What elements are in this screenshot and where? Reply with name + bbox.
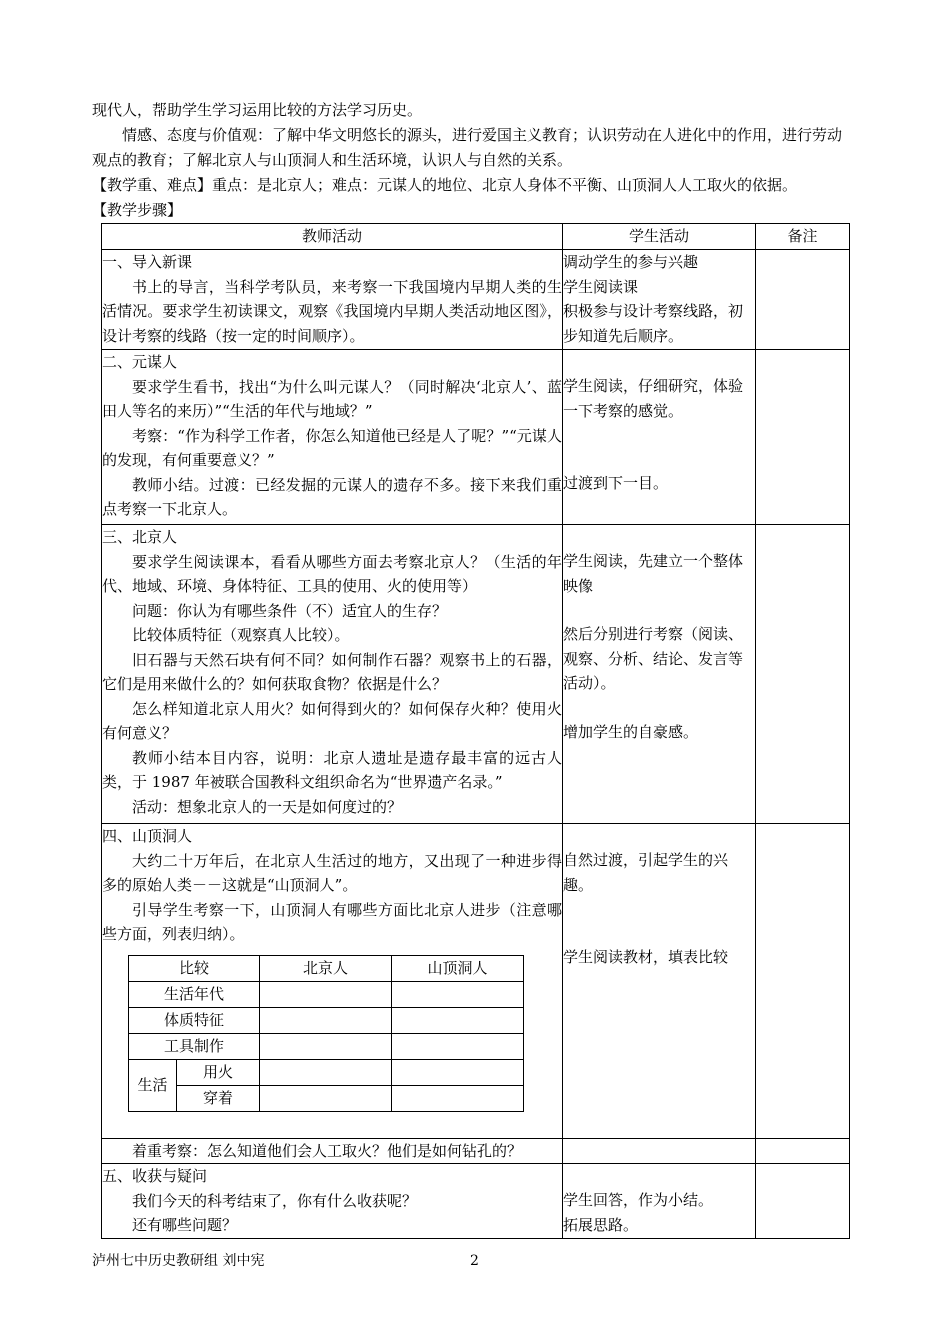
compare-header: 北京人 xyxy=(260,955,392,981)
teacher-cell xyxy=(102,350,563,525)
comparison-table xyxy=(128,955,524,1112)
section-title: 五、收获与疑问 xyxy=(102,1167,208,1185)
section-title: 一、导入新课 xyxy=(102,253,193,271)
intro-line-3: 观点的教育；了解北京人与山顶洞人和生活环境，认识人与自然的关系。 xyxy=(92,151,573,169)
table-header-row xyxy=(102,224,850,250)
compare-header: 山顶洞人 xyxy=(392,955,524,981)
table-row xyxy=(102,1138,850,1164)
paragraph: 还有哪些问题？ xyxy=(132,1216,238,1234)
student-cell xyxy=(563,824,756,1139)
student-text: 增加学生的自豪感。 xyxy=(563,722,699,741)
student-cell xyxy=(563,1138,756,1164)
intro-line-1: 现代人，帮助学生学习运用比较的方法学习历史。 xyxy=(92,101,423,119)
paragraph: 引导学生考察一下，山顶洞人有哪些方面比北京人进步（注意哪些方面，列表归纳）。 xyxy=(102,900,562,943)
intro-line-2: 情感、态度与价值观：了解中华文明悠长的源头，进行爱国主义教育；认识劳动在人进化中的作用，进行劳动 xyxy=(122,126,843,144)
compare-row-label: 体质特征 xyxy=(129,1007,260,1033)
notes-cell xyxy=(756,250,850,350)
table-row xyxy=(102,824,850,1139)
student-text: 学生阅读课 xyxy=(563,277,639,296)
table-row xyxy=(102,1164,850,1239)
paragraph: 大约二十万年后，在北京人生活过的地方，又出现了一种进步得多的原始人类－－这就是“山顶洞人”。 xyxy=(102,851,562,894)
paragraph: 教师小结本目内容，说明：北京人遗址是遗存最丰富的远古人类，于 1987 年被联合国教科文组织命名为“世界遗产名录。” xyxy=(102,748,562,791)
student-text: 学生回答，作为小结。 xyxy=(563,1191,714,1209)
notes-cell xyxy=(756,350,850,525)
footer-author: 泸州七中历史教研组 刘中宪 xyxy=(92,1253,265,1269)
student-text: 然后分别进行考察（阅读、观察、分析、结论、发言等活动）。 xyxy=(563,625,744,692)
paragraph: 考察：“作为科学工作者，你怎么知道他已经是人了呢？”“元谋人的发现，有何重要意义？” xyxy=(102,426,562,469)
compare-cell xyxy=(260,1085,392,1111)
paragraph: 我们今天的科考结束了，你有什么收获呢？ xyxy=(132,1191,418,1210)
compare-cell xyxy=(260,1033,392,1059)
key-points: 【教学重、难点】重点：是北京人；难点：元谋人的地位、北京人身体不平衡、山顶洞人人工取火的依据。 xyxy=(92,176,798,194)
compare-group-label: 生活 xyxy=(129,1059,177,1111)
teacher-cell xyxy=(102,824,563,1139)
paragraph: 旧石器与天然石块有何不同？如何制作石器？观察书上的石器，它们是用来做什么的？如何获取食物？依据是什么？ xyxy=(102,650,562,693)
paragraph: 活动：想象北京人的一天是如何度过的？ xyxy=(132,797,403,816)
compare-cell xyxy=(392,1007,524,1033)
student-text: 拓展思路。 xyxy=(563,1215,639,1234)
student-cell xyxy=(563,1164,756,1239)
paragraph: 怎么样知道北京人用火？如何得到火的？如何保存火种？使用火有何意义？ xyxy=(102,699,562,742)
lesson-table xyxy=(101,223,850,1239)
student-cell xyxy=(563,350,756,525)
compare-row-label: 生活年代 xyxy=(129,981,260,1007)
section-title: 二、元谋人 xyxy=(102,353,178,371)
compare-row-label: 穿着 xyxy=(177,1085,260,1111)
teacher-cell xyxy=(102,1138,563,1164)
paragraph: 要求学生阅读课本，看看从哪些方面去考察北京人？（生活的年代、地域、环境、身体特征、工具的使用、火的使用等） xyxy=(102,552,562,595)
student-text: 学生阅读，先建立一个整体映像 xyxy=(563,552,744,595)
header-notes: 备注 xyxy=(756,224,850,250)
student-text: 积极参与设计考察线路，初步知道先后顺序。 xyxy=(563,302,744,345)
compare-row-label: 用火 xyxy=(177,1059,260,1085)
teacher-cell xyxy=(102,1164,563,1239)
student-cell xyxy=(563,250,756,350)
notes-cell xyxy=(756,824,850,1139)
section-title: 四、山顶洞人 xyxy=(102,827,193,845)
paragraph: 着重考察：怎么知道他们会人工取火？他们是如何钻孔的？ xyxy=(132,1141,523,1160)
teacher-cell xyxy=(102,525,563,824)
student-cell xyxy=(563,525,756,824)
table-row xyxy=(102,350,850,525)
page-number: 2 xyxy=(470,1253,479,1269)
paragraph: 教师小结。过渡：已经发掘的元谋人的遗存不多。接下来我们重点考察一下北京人。 xyxy=(102,475,562,518)
compare-row-label: 工具制作 xyxy=(129,1033,260,1059)
compare-cell xyxy=(392,981,524,1007)
teacher-cell xyxy=(102,250,563,350)
student-text: 调动学生的参与兴趣 xyxy=(563,253,699,271)
student-text: 过渡到下一目。 xyxy=(563,474,669,492)
compare-cell xyxy=(392,1033,524,1059)
student-text: 学生阅读教材，填表比较 xyxy=(563,948,729,966)
paragraph: 比较体质特征（观察真人比较）。 xyxy=(132,626,350,644)
student-text: 学生阅读，仔细研究，体验一下考察的感觉。 xyxy=(563,377,744,420)
paragraph: 要求学生看书，找出“为什么叫元谋人？（同时解决‘北京人’、蓝田人等名的来历）”“生活的年代与地域？” xyxy=(102,377,562,420)
compare-cell xyxy=(260,1059,392,1085)
compare-header: 比较 xyxy=(129,955,260,981)
paragraph: 书上的导言，当科学考队员，来考察一下我国境内早期人类的生活情况。要求学生初读课文，观察《我国境内早期人类活动地区图》，设计考察的线路（按一定的时间顺序）。 xyxy=(102,277,562,345)
compare-cell xyxy=(392,1059,524,1085)
notes-cell xyxy=(756,1164,850,1239)
paragraph: 问题：你认为有哪些条件（不）适宜人的生存？ xyxy=(132,601,448,620)
steps-heading: 【教学步骤】 xyxy=(92,201,183,219)
header-student: 学生活动 xyxy=(563,224,756,250)
table-row xyxy=(102,250,850,350)
student-text: 自然过渡，引起学生的兴趣。 xyxy=(563,851,729,894)
compare-cell xyxy=(392,1085,524,1111)
header-teacher: 教师活动 xyxy=(102,224,563,250)
section-title: 三、北京人 xyxy=(102,528,178,546)
notes-cell xyxy=(756,1138,850,1164)
notes-cell xyxy=(756,525,850,824)
table-row xyxy=(102,525,850,824)
compare-cell xyxy=(260,981,392,1007)
compare-cell xyxy=(260,1007,392,1033)
